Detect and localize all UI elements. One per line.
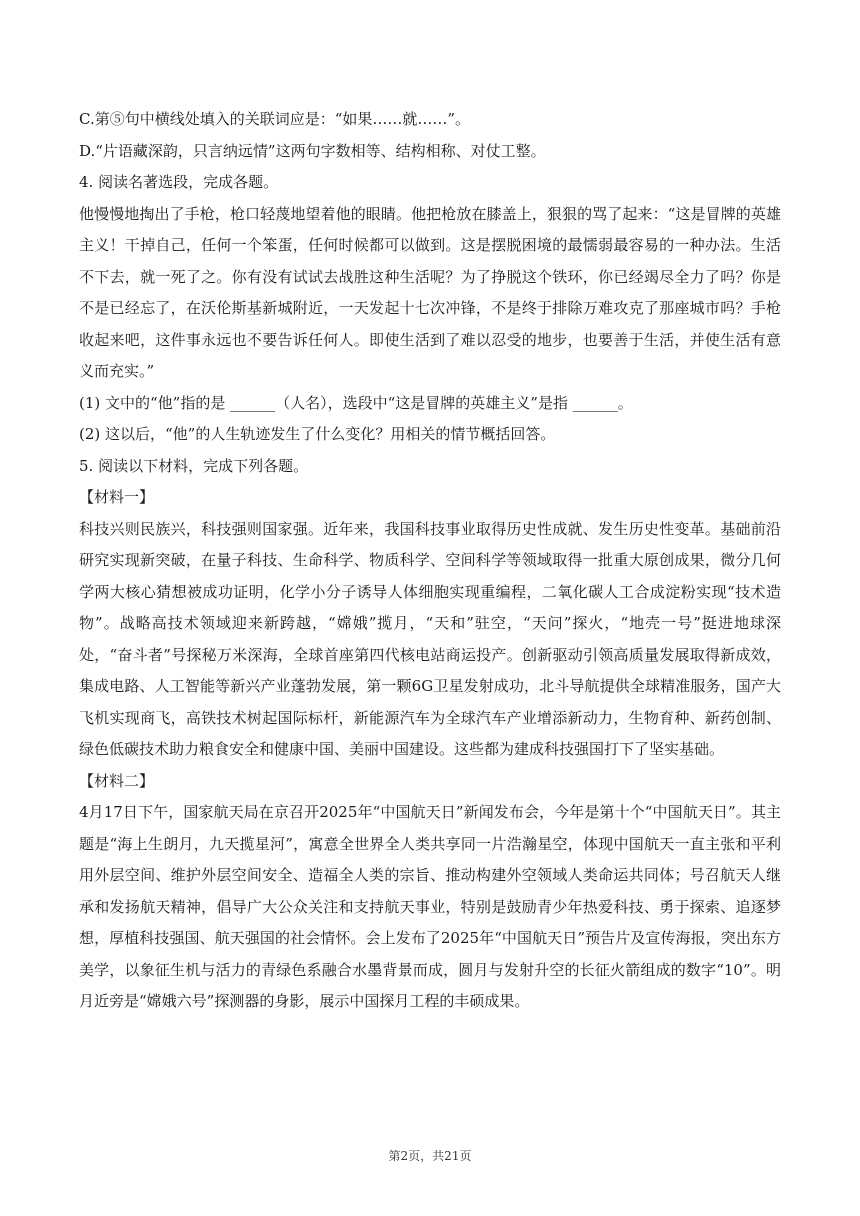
q4-subquestion-2: (2) 这以后，“他”的人生轨迹发生了什么变化？用相关的情节概括回答。 [79, 425, 556, 443]
q3-option-d: D.“片语藏深韵，只言纳远情”这两句字数相等、结构相称、对仗工整。 [79, 141, 546, 160]
q4-subquestion-1: (1) 文中的“他”指的是 ______（人名），选段中“这是冒牌的英雄主义”是指 ______。 [79, 393, 633, 412]
material-1-text: 科技兴则民族兴，科技强则国家强。近年来，我国科技事业取得历史性成就、发生历史性变革。基础前沿研究实现新突破，在量子科技、生命科学、物质科学、空间科学等领域取得一批重大原创成果，微分几何学两大核心猜想被成功证明，化学小分子诱导人体细胞实现重编程，二氧化碳人工合成淀粉实现“技术造物”。战略高技术领域迎来新跨越，“嫦娥”揽月，“天和”驻空，“天问”探火，“地壳一号”挺进地球深处，“奋斗者”号探秘万米深海，全球首座第四代核电站商运投产。创新驱动引领高质量发展取得新成效，集成电路、人工智能等新兴产业蓬勃发展，第一颗6G卫星发射成功，北斗导航提供全球精准服务，国产大飞机实现商飞，高铁技术树起国际标杆，新能源汽车为全球汽车产业增添新动力，生物育种、新药创制、绿色低碳技术助力粮食安全和健康中国、美丽中国建设。这些都为建成科技强国打下了坚实基础。 [79, 519, 781, 758]
q4-passage: 他慢慢地掏出了手枪，枪口轻蔑地望着他的眼睛。他把枪放在膝盖上，狠狠的骂了起来：“这是冒牌的英雄主义！干掉自己，任何一个笨蛋，任何时候都可以做到。这是摆脱困境的最懦弱最容易的一种办法。生活不下去，就一死了之。你有没有试试去战胜这种生活呢？为了挣脱这个铁环，你已经竭尽全力了吗？你是不是已经忘了，在沃伦斯基新城附近，一天发起十七次冲锋，不是终于排除万难攻克了那座城市吗？手枪收起来吧，这件事永远也不要告诉任何人。即使生活到了难以忍受的地步，也要善于生活，并使生活有意义而充实。” [79, 204, 781, 380]
q3-option-c: C.第⑤句中横线处填入的关联词应是：“如果……就……”。 [79, 110, 471, 128]
material-1-label: 【材料一】 [79, 488, 155, 506]
document-page [79, 104, 781, 1018]
page-number-footer: 第2页，共21页 [388, 1149, 472, 1163]
q5-heading: 5. 阅读以下材料，完成下列各题。 [79, 456, 309, 475]
material-2-text: 4月17日下午，国家航天局在京召开2025年“中国航天日”新闻发布会，今年是第十个“中国航天日”。其主题是“海上生朗月，九天揽星河”，寓意全世界全人类共享同一片浩瀚星空，体现中国航天一直主张和平利用外层空间、维护外层空间安全、造福全人类的宗旨、推动构建外空领域人类命运共同体；号召航天人继承和发扬航天精神，倡导广大公众关注和支持航天事业，特别是鼓励青少年热爱科技、勇于探索、追逐梦想，厚植科技强国、航天强国的社会情怀。会上发布了2025年“中国航天日”预告片及宣传海报，突出东方美学，以象征生机与活力的青绿色系融合水墨背景而成，圆月与发射升空的长征火箭组成的数字“10”。明月近旁是“嫦娥六号”探测器的身影，展示中国探月工程的丰硕成果。 [79, 803, 781, 1010]
q4-heading: 4. 阅读名著选段，完成各题。 [79, 173, 279, 191]
material-2-label: 【材料二】 [79, 771, 155, 790]
